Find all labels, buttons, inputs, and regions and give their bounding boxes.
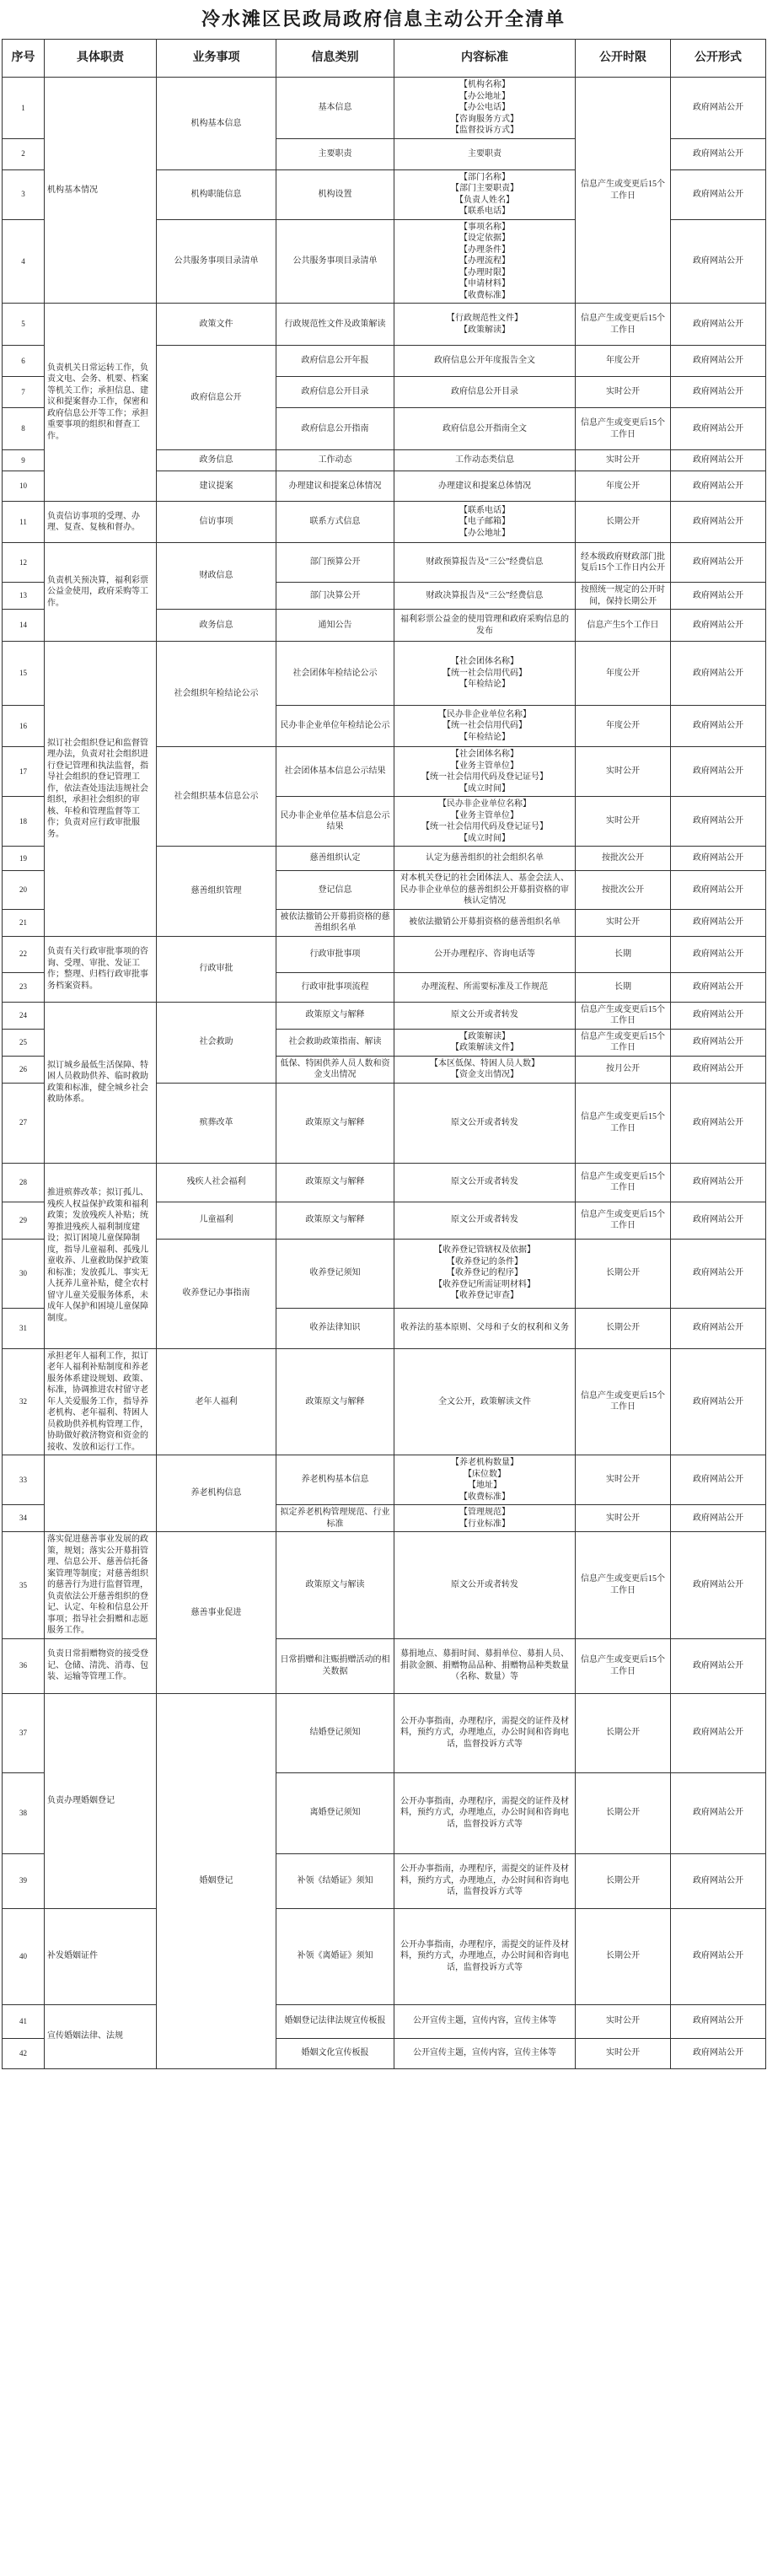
row-number-cell: 23 xyxy=(3,972,45,1002)
content-standard-cell: 被依法撤销公开募捐资格的慈善组织名单 xyxy=(394,909,576,936)
content-standard-cell: 公开办理程序、咨询电话等 xyxy=(394,936,576,972)
header-cell: 信息类别 xyxy=(276,40,394,78)
content-standard-cell: 【机构名称】 【办公地址】 【办公电话】 【咨询服务方式】 【监督投诉方式】 xyxy=(394,78,576,139)
disclosure-time-cell: 实时公开 xyxy=(576,1455,671,1505)
info-category-cell: 收养法律知识 xyxy=(276,1308,394,1348)
info-category-cell: 公共服务事项目录清单 xyxy=(276,219,394,304)
disclosure-form-cell: 政府网站公开 xyxy=(671,1029,766,1056)
info-category-cell: 政策原文与解释 xyxy=(276,1163,394,1202)
content-standard-cell: 原文公开或者转发 xyxy=(394,1202,576,1239)
duty-cell xyxy=(45,1455,157,1532)
table-row xyxy=(3,642,766,706)
info-category-cell: 离婚登记须知 xyxy=(276,1772,394,1853)
info-category-cell: 补领《离婚证》须知 xyxy=(276,1908,394,2004)
row-number-cell: 40 xyxy=(3,1908,45,2004)
info-category-cell: 民办非企业单位基本信息公示结果 xyxy=(276,797,394,847)
duty-cell: 补发婚姻证件 xyxy=(45,1908,157,2004)
content-standard-cell: 原文公开或者转发 xyxy=(394,1002,576,1029)
disclosure-time-cell: 年度公开 xyxy=(576,471,671,502)
disclosure-time-cell: 实时公开 xyxy=(576,2004,671,2038)
info-category-cell: 政策原文与解释 xyxy=(276,1002,394,1029)
duty-cell: 负责日常捐赠物资的接受登记、仓储、清洗、消毒、包装、运输等管理工作。 xyxy=(45,1638,157,1693)
disclosure-time-cell: 实时公开 xyxy=(576,1505,671,1532)
row-number-cell: 12 xyxy=(3,543,45,583)
business-item-cell: 行政审批 xyxy=(157,936,276,1002)
disclosure-form-cell: 政府网站公开 xyxy=(671,1505,766,1532)
disclosure-form-cell: 政府网站公开 xyxy=(671,408,766,450)
row-number-cell: 15 xyxy=(3,642,45,706)
row-number-cell: 42 xyxy=(3,2038,45,2068)
content-standard-cell: 公开宣传主题，宣传内容，宣传主体等 xyxy=(394,2004,576,2038)
disclosure-form-cell: 政府网站公开 xyxy=(671,450,766,471)
disclosure-time-cell: 实时公开 xyxy=(576,377,671,408)
row-number-cell: 18 xyxy=(3,797,45,847)
header-cell: 内容标准 xyxy=(394,40,576,78)
table-row xyxy=(3,1348,766,1455)
disclosure-form-cell: 政府网站公开 xyxy=(671,1163,766,1202)
duty-cell: 机构基本情况 xyxy=(45,78,157,304)
row-number-cell: 19 xyxy=(3,847,45,871)
disclosure-form-cell: 政府网站公开 xyxy=(671,972,766,1002)
business-item-cell: 慈善事业促进 xyxy=(157,1532,276,1694)
disclosure-time-cell: 信息产生或变更后15个工作日 xyxy=(576,408,671,450)
content-standard-cell: 认定为慈善组织的社会组织名单 xyxy=(394,847,576,871)
content-standard-cell: 福利彩票公益金的使用管理和政府采购信息的发布 xyxy=(394,610,576,642)
header-cell: 具体职责 xyxy=(45,40,157,78)
info-category-cell: 行政审批事项 xyxy=(276,936,394,972)
disclosure-form-cell: 政府网站公开 xyxy=(671,1308,766,1348)
row-number-cell: 11 xyxy=(3,502,45,543)
disclosure-time-cell: 年度公开 xyxy=(576,346,671,377)
content-standard-cell: 工作动态类信息 xyxy=(394,450,576,471)
row-number-cell: 25 xyxy=(3,1029,45,1056)
content-standard-cell: 收养法的基本原则、父母和子女的权利和义务 xyxy=(394,1308,576,1348)
business-item-cell: 公共服务事项目录清单 xyxy=(157,219,276,304)
info-category-cell: 养老机构基本信息 xyxy=(276,1455,394,1505)
duty-cell: 承担老年人福利工作，拟订老年人福利补贴制度和养老服务体系建设规划、政策、标准，协调推进农村留守老年人关爱服务工作，指导养老机构、老年福利、特困人员救助供养机构管理工作，协助做好救济物资和资金的接收、发放和运行工作。 xyxy=(45,1348,157,1455)
row-number-cell: 3 xyxy=(3,169,45,219)
row-number-cell: 4 xyxy=(3,219,45,304)
row-number-cell: 16 xyxy=(3,706,45,747)
disclosure-time-cell: 按批次公开 xyxy=(576,847,671,871)
disclosure-form-cell: 政府网站公开 xyxy=(671,219,766,304)
header-cell: 业务事项 xyxy=(157,40,276,78)
info-category-cell: 政府信息公开目录 xyxy=(276,377,394,408)
business-item-cell: 儿童福利 xyxy=(157,1202,276,1239)
header-cell: 序号 xyxy=(3,40,45,78)
business-item-cell: 政府信息公开 xyxy=(157,346,276,450)
content-standard-cell: 政府信息公开目录 xyxy=(394,377,576,408)
content-standard-cell: 公开办事指南，办理程序，需提交的证件及材料，预约方式，办理地点，办公时间和咨询电话，监督投诉方式等 xyxy=(394,1853,576,1908)
duty-cell: 负责机关日常运转工作，负责文电、会务、机要、档案等机关工作；承担信息、建议和提案督办工作，保密和政府信息公开等工作；承担重要事项的组织和督查工作。 xyxy=(45,304,157,502)
disclosure-form-cell: 政府网站公开 xyxy=(671,543,766,583)
row-number-cell: 32 xyxy=(3,1348,45,1455)
disclosure-time-cell: 长期公开 xyxy=(576,1908,671,2004)
business-item-cell: 社会组织年检结论公示 xyxy=(157,642,276,747)
disclosure-time-cell: 实时公开 xyxy=(576,450,671,471)
content-standard-cell: 财政预算报告及“三公”经费信息 xyxy=(394,543,576,583)
disclosure-form-cell: 政府网站公开 xyxy=(671,1638,766,1693)
disclosure-table xyxy=(2,39,766,2069)
duty-cell: 拟订城乡最低生活保障、特困人员救助供养、临时救助政策和标准，健全城乡社会救助体系。 xyxy=(45,1002,157,1163)
row-number-cell: 41 xyxy=(3,2004,45,2038)
disclosure-form-cell: 政府网站公开 xyxy=(671,1693,766,1772)
content-standard-cell: 公开办事指南，办理程序，需提交的证件及材料，预约方式，办理地点，办公时间和咨询电话，监督投诉方式等 xyxy=(394,1908,576,2004)
content-standard-cell: 【民办非企业单位名称】 【统一社会信用代码】 【年检结论】 xyxy=(394,706,576,747)
content-standard-cell: 募捐地点、募捐时间、募捐单位、募捐人员、捐款金额、捐赠物品品种、捐赠物品种类数量（名称、数量）等 xyxy=(394,1638,576,1693)
disclosure-time-cell: 经本级政府财政部门批复后15个工作日内公开 xyxy=(576,543,671,583)
disclosure-time-cell: 信息产生或变更后15个工作日 xyxy=(576,1163,671,1202)
disclosure-form-cell: 政府网站公开 xyxy=(671,138,766,169)
disclosure-time-cell: 按批次公开 xyxy=(576,871,671,910)
disclosure-form-cell: 政府网站公开 xyxy=(671,583,766,610)
content-standard-cell: 政府信息公开指南全文 xyxy=(394,408,576,450)
disclosure-time-cell: 实时公开 xyxy=(576,2038,671,2068)
disclosure-form-cell: 政府网站公开 xyxy=(671,610,766,642)
disclosure-form-cell: 政府网站公开 xyxy=(671,706,766,747)
row-number-cell: 13 xyxy=(3,583,45,610)
business-item-cell: 机构基本信息 xyxy=(157,78,276,170)
business-item-cell: 残疾人社会福利 xyxy=(157,1163,276,1202)
info-category-cell: 行政规范性文件及政策解读 xyxy=(276,304,394,346)
table-row xyxy=(3,304,766,346)
info-category-cell: 机构设置 xyxy=(276,169,394,219)
duty-cell: 推进殡葬改革；拟订孤儿、残疾人权益保护政策和福利政策；发放残疾人补贴；统筹推进残疾人福利制度建设；拟订困境儿童保障制度，指导儿童福利、孤残儿童收养、儿童救助保护政策和标准；发放孤儿、事实无人抚养儿童补贴，健全农村留守儿童关爱服务体系，未成年人保护和困境儿童保障制度。 xyxy=(45,1163,157,1348)
content-standard-cell: 【部门名称】 【部门主要职责】 【负责人姓名】 【联系电话】 xyxy=(394,169,576,219)
disclosure-time-cell: 年度公开 xyxy=(576,706,671,747)
disclosure-time-cell: 长期 xyxy=(576,972,671,1002)
row-number-cell: 1 xyxy=(3,78,45,139)
disclosure-form-cell: 政府网站公开 xyxy=(671,1532,766,1639)
business-item-cell: 机构职能信息 xyxy=(157,169,276,219)
business-item-cell: 政策文件 xyxy=(157,304,276,346)
disclosure-form-cell: 政府网站公开 xyxy=(671,1348,766,1455)
table-row xyxy=(3,936,766,972)
row-number-cell: 28 xyxy=(3,1163,45,1202)
disclosure-time-cell: 年度公开 xyxy=(576,642,671,706)
info-category-cell: 政府信息公开指南 xyxy=(276,408,394,450)
content-standard-cell: 【本区低保、特困人员人数】 【资金支出情况】 xyxy=(394,1056,576,1083)
content-standard-cell: 【管理规范】 【行业标准】 xyxy=(394,1505,576,1532)
business-item-cell: 建议提案 xyxy=(157,471,276,502)
row-number-cell: 31 xyxy=(3,1308,45,1348)
row-number-cell: 36 xyxy=(3,1638,45,1693)
disclosure-time-cell: 信息产生或变更后15个工作日 xyxy=(576,1083,671,1163)
disclosure-form-cell: 政府网站公开 xyxy=(671,847,766,871)
row-number-cell: 20 xyxy=(3,871,45,910)
disclosure-form-cell: 政府网站公开 xyxy=(671,377,766,408)
content-standard-cell: 公开办事指南，办理程序，需提交的证件及材料，预约方式，办理地点，办公时间和咨询电话，监督投诉方式等 xyxy=(394,1772,576,1853)
info-category-cell: 婚姻文化宣传板报 xyxy=(276,2038,394,2068)
table-row xyxy=(3,1693,766,1772)
disclosure-form-cell: 政府网站公开 xyxy=(671,78,766,139)
info-category-cell: 登记信息 xyxy=(276,871,394,910)
disclosure-time-cell: 长期 xyxy=(576,936,671,972)
row-number-cell: 22 xyxy=(3,936,45,972)
info-category-cell: 部门预算公开 xyxy=(276,543,394,583)
info-category-cell: 社会团体基本信息公示结果 xyxy=(276,747,394,797)
disclosure-form-cell: 政府网站公开 xyxy=(671,169,766,219)
table-row xyxy=(3,1163,766,1202)
info-category-cell: 政策原文与解释 xyxy=(276,1083,394,1163)
row-number-cell: 14 xyxy=(3,610,45,642)
disclosure-time-cell: 长期公开 xyxy=(576,1853,671,1908)
row-number-cell: 38 xyxy=(3,1772,45,1853)
info-category-cell: 社会团体年检结论公示 xyxy=(276,642,394,706)
header-cell: 公开形式 xyxy=(671,40,766,78)
table-row xyxy=(3,1532,766,1639)
disclosure-time-cell: 信息产生或变更后15个工作日 xyxy=(576,1029,671,1056)
info-category-cell: 主要职责 xyxy=(276,138,394,169)
disclosure-form-cell: 政府网站公开 xyxy=(671,1083,766,1163)
row-number-cell: 17 xyxy=(3,747,45,797)
row-number-cell: 5 xyxy=(3,304,45,346)
header-cell: 公开时限 xyxy=(576,40,671,78)
content-standard-cell: 原文公开或者转发 xyxy=(394,1532,576,1639)
info-category-cell: 办理建议和提案总体情况 xyxy=(276,471,394,502)
disclosure-time-cell: 实时公开 xyxy=(576,909,671,936)
info-category-cell: 工作动态 xyxy=(276,450,394,471)
disclosure-time-cell: 长期公开 xyxy=(576,1308,671,1348)
business-item-cell: 社会组织基本信息公示 xyxy=(157,747,276,847)
disclosure-form-cell: 政府网站公开 xyxy=(671,471,766,502)
disclosure-form-cell: 政府网站公开 xyxy=(671,797,766,847)
content-standard-cell: 公开办事指南，办理程序，需提交的证件及材料，预约方式，办理地点，办公时间和咨询电话，监督投诉方式等 xyxy=(394,1693,576,1772)
info-category-cell: 日常捐赠和注赈捐赠活动的相关数据 xyxy=(276,1638,394,1693)
disclosure-time-cell: 信息产生5个工作日 xyxy=(576,610,671,642)
disclosure-time-cell: 信息产生或变更后15个工作日 xyxy=(576,1638,671,1693)
table-row xyxy=(3,78,766,139)
info-category-cell: 社会救助政策指南、解读 xyxy=(276,1029,394,1056)
content-standard-cell: 【联系电话】 【电子邮箱】 【办公地址】 xyxy=(394,502,576,543)
disclosure-form-cell: 政府网站公开 xyxy=(671,747,766,797)
business-item-cell: 社会救助 xyxy=(157,1002,276,1083)
content-standard-cell: 【民办非企业单位名称】 【业务主管单位】 【统一社会信用代码及登记证号】 【成立时间】 xyxy=(394,797,576,847)
row-number-cell: 24 xyxy=(3,1002,45,1029)
content-standard-cell: 财政决算报告及“三公”经费信息 xyxy=(394,583,576,610)
row-number-cell: 27 xyxy=(3,1083,45,1163)
disclosure-form-cell: 政府网站公开 xyxy=(671,1239,766,1308)
disclosure-time-cell: 信息产生或变更后15个工作日 xyxy=(576,1002,671,1029)
disclosure-time-cell: 信息产生或变更后15个工作日 xyxy=(576,304,671,346)
info-category-cell: 政府信息公开年报 xyxy=(276,346,394,377)
content-standard-cell: 政府信息公开年度报告全文 xyxy=(394,346,576,377)
disclosure-form-cell: 政府网站公开 xyxy=(671,346,766,377)
disclosure-time-cell: 信息产生或变更后15个工作日 xyxy=(576,1202,671,1239)
row-number-cell: 39 xyxy=(3,1853,45,1908)
row-number-cell: 34 xyxy=(3,1505,45,1532)
info-category-cell: 部门决算公开 xyxy=(276,583,394,610)
disclosure-form-cell: 政府网站公开 xyxy=(671,936,766,972)
content-standard-cell: 原文公开或者转发 xyxy=(394,1083,576,1163)
duty-cell: 宣传婚姻法律、法规 xyxy=(45,2004,157,2068)
content-standard-cell: 主要职责 xyxy=(394,138,576,169)
business-item-cell: 养老机构信息 xyxy=(157,1455,276,1532)
content-standard-cell: 办理流程、所需要标准及工作规范 xyxy=(394,972,576,1002)
row-number-cell: 30 xyxy=(3,1239,45,1308)
content-standard-cell: 公开宣传主题，宣传内容，宣传主体等 xyxy=(394,2038,576,2068)
row-number-cell: 29 xyxy=(3,1202,45,1239)
info-category-cell: 联系方式信息 xyxy=(276,502,394,543)
duty-cell: 负责机关预决算，福利彩票公益金使用，政府采购等工作。 xyxy=(45,543,157,642)
row-number-cell: 37 xyxy=(3,1693,45,1772)
business-item-cell: 政务信息 xyxy=(157,610,276,642)
table-row xyxy=(3,1638,766,1693)
table-row xyxy=(3,502,766,543)
business-item-cell: 老年人福利 xyxy=(157,1348,276,1455)
disclosure-form-cell: 政府网站公开 xyxy=(671,871,766,910)
disclosure-time-cell: 按月公开 xyxy=(576,1056,671,1083)
content-standard-cell: 【事项名称】 【设定依据】 【办理条件】 【办理流程】 【办理时限】 【申请材料】 【收费标准】 xyxy=(394,219,576,304)
info-category-cell: 收养登记须知 xyxy=(276,1239,394,1308)
disclosure-form-cell: 政府网站公开 xyxy=(671,1202,766,1239)
disclosure-form-cell: 政府网站公开 xyxy=(671,1002,766,1029)
row-number-cell: 8 xyxy=(3,408,45,450)
disclosure-form-cell: 政府网站公开 xyxy=(671,1853,766,1908)
info-category-cell: 基本信息 xyxy=(276,78,394,139)
content-standard-cell: 对本机关登记的社会团体法人、基金会法人、民办非企业单位的慈善组织公开募捐资格的审核认定情况 xyxy=(394,871,576,910)
disclosure-time-cell: 实时公开 xyxy=(576,797,671,847)
business-item-cell: 政务信息 xyxy=(157,450,276,471)
disclosure-form-cell: 政府网站公开 xyxy=(671,1056,766,1083)
table-row xyxy=(3,1455,766,1505)
disclosure-time-cell: 长期公开 xyxy=(576,1693,671,1772)
content-standard-cell: 【政策解读】 【政策解读文件】 xyxy=(394,1029,576,1056)
content-standard-cell: 【社会团体名称】 【统一社会信用代码】 【年检结论】 xyxy=(394,642,576,706)
info-category-cell: 补领《结婚证》须知 xyxy=(276,1853,394,1908)
disclosure-time-cell: 信息产生或变更后15个工作日 xyxy=(576,1532,671,1639)
table-row xyxy=(3,543,766,583)
info-category-cell: 结婚登记须知 xyxy=(276,1693,394,1772)
disclosure-form-cell: 政府网站公开 xyxy=(671,642,766,706)
info-category-cell: 行政审批事项流程 xyxy=(276,972,394,1002)
table-row xyxy=(3,1002,766,1029)
disclosure-time-cell: 实时公开 xyxy=(576,747,671,797)
duty-cell: 落实促进慈善事业发展的政策，规划；落实公开募捐管理、信息公开、慈善信托备案管理等制度；对慈善组织的慈善行为进行监督管理，负责依法公开慈善组织的登记、认定、年检和信息公开事项；指导社会捐赠和志愿服务工作。 xyxy=(45,1532,157,1639)
business-item-cell: 财政信息 xyxy=(157,543,276,610)
row-number-cell: 6 xyxy=(3,346,45,377)
duty-cell: 负责信访事项的受理、办理、复查、复核和督办。 xyxy=(45,502,157,543)
business-item-cell: 慈善组织管理 xyxy=(157,847,276,937)
row-number-cell: 26 xyxy=(3,1056,45,1083)
disclosure-time-cell: 按照统一规定的公开时间，保持长期公开 xyxy=(576,583,671,610)
content-standard-cell: 办理建议和提案总体情况 xyxy=(394,471,576,502)
row-number-cell: 7 xyxy=(3,377,45,408)
disclosure-time-cell: 信息产生或变更后15个工作日 xyxy=(576,78,671,304)
info-category-cell: 婚姻登记法律法规宣传板报 xyxy=(276,2004,394,2038)
disclosure-form-cell: 政府网站公开 xyxy=(671,2004,766,2038)
disclosure-form-cell: 政府网站公开 xyxy=(671,909,766,936)
disclosure-time-cell: 信息产生或变更后15个工作日 xyxy=(576,1348,671,1455)
info-category-cell: 慈善组织认定 xyxy=(276,847,394,871)
business-item-cell: 殡葬改革 xyxy=(157,1083,276,1163)
table-row xyxy=(3,2004,766,2038)
disclosure-form-cell: 政府网站公开 xyxy=(671,304,766,346)
info-category-cell: 政策原文与解释 xyxy=(276,1202,394,1239)
business-item-cell: 信访事项 xyxy=(157,502,276,543)
row-number-cell: 33 xyxy=(3,1455,45,1505)
info-category-cell: 通知公告 xyxy=(276,610,394,642)
row-number-cell: 35 xyxy=(3,1532,45,1639)
row-number-cell: 21 xyxy=(3,909,45,936)
info-category-cell: 低保、特困供养人员人数和资金支出情况 xyxy=(276,1056,394,1083)
content-standard-cell: 全文公开，政策解读文件 xyxy=(394,1348,576,1455)
disclosure-form-cell: 政府网站公开 xyxy=(671,2038,766,2068)
row-number-cell: 9 xyxy=(3,450,45,471)
duty-cell: 拟订社会组织登记和监督管理办法，负责对社会组织进行登记管理和执法监督，指导社会组织的登记管理工作，依法查处违法违规社会组织，承担社会组织的审核、年检和管理监督等工作；负责对应行政审批服务。 xyxy=(45,642,157,937)
content-standard-cell: 【收养登记管辖权及依据】 【收养登记的条件】 【收养登记的程序】 【收养登记所需证明材料】 【收养登记审查】 xyxy=(394,1239,576,1308)
business-item-cell: 婚姻登记 xyxy=(157,1693,276,2068)
disclosure-form-cell: 政府网站公开 xyxy=(671,1772,766,1853)
disclosure-form-cell: 政府网站公开 xyxy=(671,502,766,543)
table-row xyxy=(3,1908,766,2004)
duty-cell: 负责有关行政审批事项的咨询、受理、审批、发证工作；整理、归档行政审批事务档案资料。 xyxy=(45,936,157,1002)
info-category-cell: 政策原文与解读 xyxy=(276,1532,394,1639)
document-title: 冷水滩区民政局政府信息主动公开全清单 xyxy=(201,8,566,30)
disclosure-form-cell: 政府网站公开 xyxy=(671,1455,766,1505)
disclosure-time-cell: 长期公开 xyxy=(576,1772,671,1853)
disclosure-form-cell: 政府网站公开 xyxy=(671,1908,766,2004)
content-standard-cell: 【社会团体名称】 【业务主管单位】 【统一社会信用代码及登记证号】 【成立时间】 xyxy=(394,747,576,797)
business-item-cell: 收养登记办事指南 xyxy=(157,1239,276,1348)
row-number-cell: 10 xyxy=(3,471,45,502)
content-standard-cell: 【养老机构数量】 【床位数】 【地址】 【收费标准】 xyxy=(394,1455,576,1505)
info-category-cell: 拟定养老机构管理规范、行业标准 xyxy=(276,1505,394,1532)
info-category-cell: 政策原文与解释 xyxy=(276,1348,394,1455)
info-category-cell: 民办非企业单位年检结论公示 xyxy=(276,706,394,747)
disclosure-time-cell: 长期公开 xyxy=(576,502,671,543)
content-standard-cell: 【行政规范性文件】 【政策解读】 xyxy=(394,304,576,346)
disclosure-time-cell: 长期公开 xyxy=(576,1239,671,1308)
info-category-cell: 被依法撤销公开募捐资格的慈善组织名单 xyxy=(276,909,394,936)
duty-cell: 负责办理婚姻登记 xyxy=(45,1693,157,1908)
content-standard-cell: 原文公开或者转发 xyxy=(394,1163,576,1202)
row-number-cell: 2 xyxy=(3,138,45,169)
table-header-row xyxy=(3,40,766,78)
